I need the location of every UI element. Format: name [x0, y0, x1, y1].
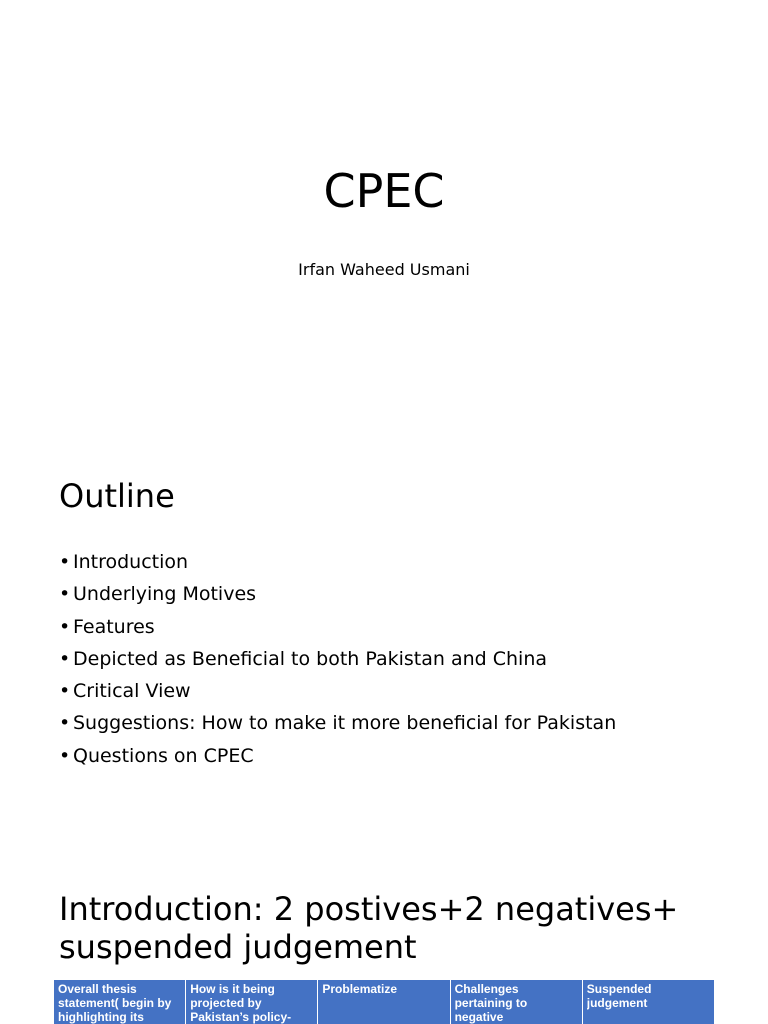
table-header-cell-text: Overall thesis statement( begin by highlighting its — [58, 982, 172, 1024]
bullet-icon: • — [59, 744, 71, 767]
outline-item-label: Features — [73, 615, 155, 638]
table-header-cell-text: Problematize — [322, 982, 398, 996]
outline-item-label: Critical View — [73, 680, 191, 703]
table-header-cell — [582, 980, 714, 1024]
table-header-cell — [54, 980, 186, 1024]
table-header-cell-text: How is it being projected by Pakistan’s policy- — [190, 982, 292, 1024]
outline-item — [59, 611, 616, 643]
outline-item-label: Depicted as Beneficial to both Pakistan and China — [73, 647, 548, 670]
slide-subtitle-author: Irfan Waheed Usmani — [298, 260, 470, 279]
table-header-row — [54, 980, 715, 1024]
outline-item-label: Introduction — [73, 551, 189, 573]
outline-item-label: Suggestions: How to make it more beneficial for Pakistan — [73, 712, 617, 735]
table-header-cell-text: Suspended judgement — [586, 982, 652, 1010]
bullet-icon: • — [59, 647, 71, 670]
outline-item — [59, 643, 616, 675]
bullet-icon: • — [59, 712, 71, 735]
bullet-icon: • — [59, 615, 71, 638]
table-header-cell-text: Challenges pertaining to negative — [454, 982, 528, 1024]
table-header-cell — [318, 980, 450, 1024]
table-header-cell — [186, 980, 318, 1024]
slide-title: CPEC — [323, 164, 445, 218]
bullet-icon: • — [59, 583, 71, 606]
outline-item — [59, 707, 616, 739]
outline-list — [59, 546, 616, 772]
bullet-icon: • — [59, 551, 71, 573]
outline-item — [59, 675, 616, 707]
intro-heading: Introduction: 2 postives+2 negatives+ suspended judgement — [59, 890, 679, 966]
outline-item — [59, 578, 616, 610]
outline-item — [59, 546, 616, 578]
outline-item — [59, 740, 616, 772]
outline-heading: Outline — [59, 477, 175, 515]
outline-item-label: Underlying Motives — [73, 583, 257, 606]
bullet-icon: • — [59, 680, 71, 703]
intro-table — [53, 980, 715, 1024]
outline-item-label: Questions on CPEC — [73, 744, 254, 767]
table-header-cell — [450, 980, 582, 1024]
